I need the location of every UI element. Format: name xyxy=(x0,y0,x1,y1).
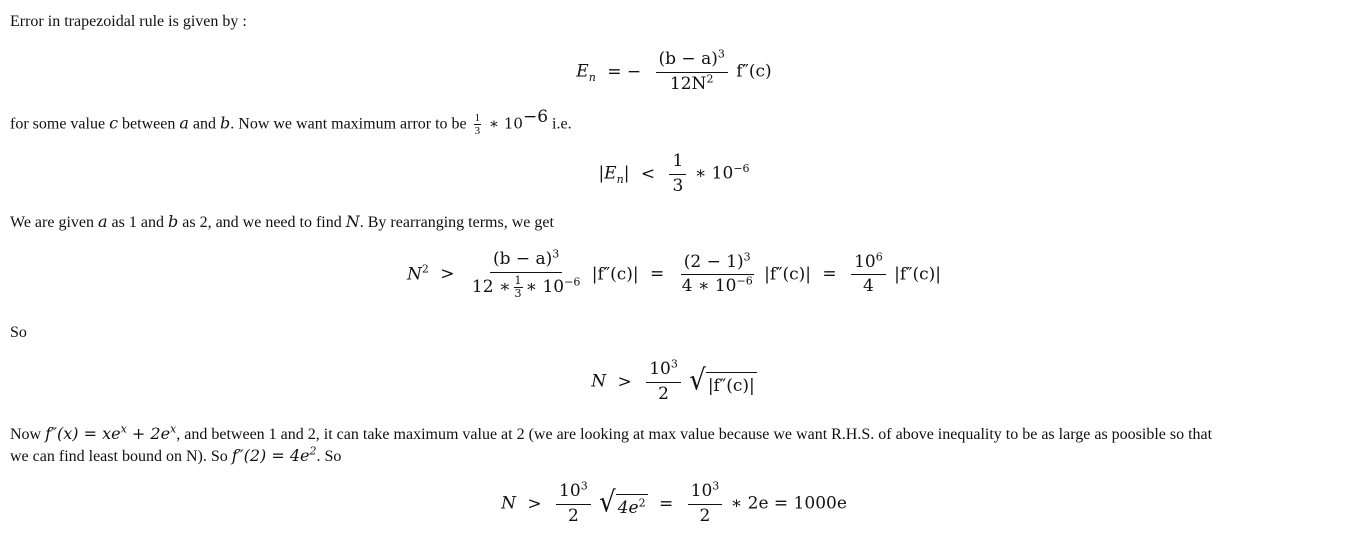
eq4-num: 10 xyxy=(649,359,671,379)
eq1-lhs: E xyxy=(576,61,589,82)
p5-line2-b: . So xyxy=(316,448,342,465)
p3-var-a: a xyxy=(98,212,108,231)
eq2-den: 3 xyxy=(672,175,684,196)
eq2-rest-sup: −6 xyxy=(733,161,750,175)
eq3-f1-den-b: ∗ 10 xyxy=(525,276,565,297)
eq3-f1-num: (b − a) xyxy=(492,249,553,269)
eq2-rest: ∗ 10 xyxy=(694,163,734,184)
eq2-fraction xyxy=(669,152,686,196)
error-formula xyxy=(0,47,1348,94)
eq2-num: 1 xyxy=(669,152,686,175)
eq4-fraction xyxy=(646,357,681,404)
sqrt-icon: √ $4e^2$ xyxy=(599,485,646,519)
p3-text-b: as 1 and xyxy=(107,214,168,231)
eq3-lhs: N xyxy=(406,264,422,285)
eq5-f1-num: 10 xyxy=(559,481,581,501)
eq5-rel: > xyxy=(527,493,542,514)
eq1-den: 12N xyxy=(669,73,707,94)
eq4-den: 2 xyxy=(658,383,669,404)
eq5-f2-num-sup: 3 xyxy=(712,479,720,493)
eq3-f1-den-a: 12 ∗ xyxy=(471,276,511,297)
eq1-lhs-sub: n xyxy=(588,70,596,84)
eq3-f3-num-sup: 6 xyxy=(875,250,883,264)
p2-var-b: b xyxy=(220,113,231,133)
eq3-eq-b: = xyxy=(822,264,837,285)
eq3-abs-1: |f″(c)| xyxy=(591,264,639,285)
eq3-f2-den-sup: −6 xyxy=(736,274,753,288)
p2-text-a: for some value xyxy=(10,115,110,133)
sqrt-icon: √ |f″(c)| xyxy=(689,363,755,397)
p3-var-n: N xyxy=(345,212,360,231)
eq1-rhs: f″(c) xyxy=(736,61,772,82)
eq3-f3-den: 4 xyxy=(862,276,874,297)
eq3-f2-num: (2 − 1) xyxy=(683,251,744,272)
eq3-eq-a: = xyxy=(650,264,665,285)
eq3-f1-num-sup: 3 xyxy=(552,247,560,261)
p3-var-b: b xyxy=(167,212,179,231)
p3-text-a: We are given xyxy=(10,214,98,231)
p2-var-c: c xyxy=(109,113,119,133)
p5-text-a: Now xyxy=(10,426,46,443)
eq5-f1-den: 2 xyxy=(567,505,579,526)
p2-fraction xyxy=(474,112,482,137)
eq3-lhs-sup: 2 xyxy=(421,262,429,276)
p2-frac-num: 1 xyxy=(474,112,481,124)
p2-text-b: between xyxy=(118,115,180,133)
eq2-lhs-sub: n xyxy=(616,172,624,186)
eq5-f1-num-sup: 3 xyxy=(580,479,588,493)
eq5-f2-den: 2 xyxy=(699,505,711,526)
eq3-f2-den: 4 ∗ 10 xyxy=(681,276,737,297)
eq3-abs-3: |f″(c)| xyxy=(894,264,942,285)
eq3-fraction-3 xyxy=(851,250,886,297)
eq4-lhs: N xyxy=(591,371,607,392)
eq2-lhs-end: | xyxy=(623,163,630,184)
eq1-rel: = − xyxy=(607,61,642,82)
p5-math-a: f″(x) = xe xyxy=(45,424,121,443)
p2-text-c: and xyxy=(188,115,221,133)
eq5-rest: ∗ 2e = 1000e xyxy=(730,493,847,514)
eq5-fraction-1 xyxy=(556,479,591,526)
eq5-fraction-2 xyxy=(688,479,723,526)
eq5-lhs: N xyxy=(501,493,516,514)
p2-text-d: . Now we want maximum arror to be xyxy=(230,115,471,133)
eq3-f2-num-sup: 3 xyxy=(743,250,751,264)
error-bound-inequality xyxy=(0,152,1348,196)
p2-frac-den: 3 xyxy=(474,125,481,138)
n-bound-inequality xyxy=(0,357,1348,404)
eq3-fraction-2 xyxy=(679,250,756,297)
eq3-fraction-1 xyxy=(469,247,583,300)
p5-text-b: , and between 1 and 2, it can take maximum value at 2 (we are looking at max value because we want R.H.S. of above inequality to be as large as poosible so that xyxy=(176,426,1213,443)
eq1-fraction xyxy=(656,47,728,94)
p2-rest: ∗ 10 xyxy=(484,114,523,133)
eq3-f3-num: 10 xyxy=(854,251,876,272)
eq4-rel: > xyxy=(617,371,632,392)
eq4-sqrt-content: |f″(c)| xyxy=(706,372,757,397)
eq3-f1-den-fraction xyxy=(514,275,523,300)
eq3-abs-2: |f″(c)| xyxy=(764,264,812,285)
intro-text: Error in trapezoidal rule is given by : xyxy=(10,13,247,30)
eq5-sqrt-sup: 2 xyxy=(638,495,646,509)
rearranged-inequality xyxy=(0,247,1348,300)
p5-math-a-sup: x xyxy=(120,422,127,436)
eq1-den-sup: 2 xyxy=(706,71,714,85)
eq3-f1-den-sup: −6 xyxy=(564,274,581,288)
p5-math-c-sup: 2 xyxy=(309,444,317,458)
eq1-num-sup: 3 xyxy=(717,47,725,61)
paragraph-given xyxy=(10,212,554,232)
p2-rest-sup: −6 xyxy=(522,106,549,127)
eq5-eq-a: = xyxy=(658,493,674,514)
paragraph-derivative-line-1 xyxy=(10,424,1212,444)
eq3-f1-den-frac-num: 1 xyxy=(514,273,522,287)
eq5-f2-num: 10 xyxy=(690,481,713,501)
p2-text-e: i.e. xyxy=(548,115,572,133)
p2-var-a: a xyxy=(179,113,189,133)
final-bound-equation xyxy=(0,479,1348,526)
eq2-rel: < xyxy=(640,163,656,184)
paragraph-max-error xyxy=(10,106,572,138)
eq5-sqrt-content: 4e xyxy=(617,497,639,518)
eq4-num-sup: 3 xyxy=(670,357,678,371)
p5-math-b-sup: x xyxy=(170,422,177,436)
eq2-lhs: |E xyxy=(598,163,617,184)
eq3-f1-den-frac-den: 3 xyxy=(514,286,522,300)
p5-math-b: + 2e xyxy=(126,424,171,443)
p5-math-c: f″(2) = 4e xyxy=(231,446,310,465)
eq3-rel: > xyxy=(440,264,455,285)
eq1-num: (b − a) xyxy=(658,49,718,69)
paragraph-derivative-line-2 xyxy=(10,446,341,466)
so-text-1: So xyxy=(10,324,27,341)
p5-line2-a: we can find least bound on N). So xyxy=(10,448,232,465)
p3-text-d: . By rearranging terms, we get xyxy=(359,214,554,231)
p3-text-c: as 2, and we need to find xyxy=(178,214,346,231)
